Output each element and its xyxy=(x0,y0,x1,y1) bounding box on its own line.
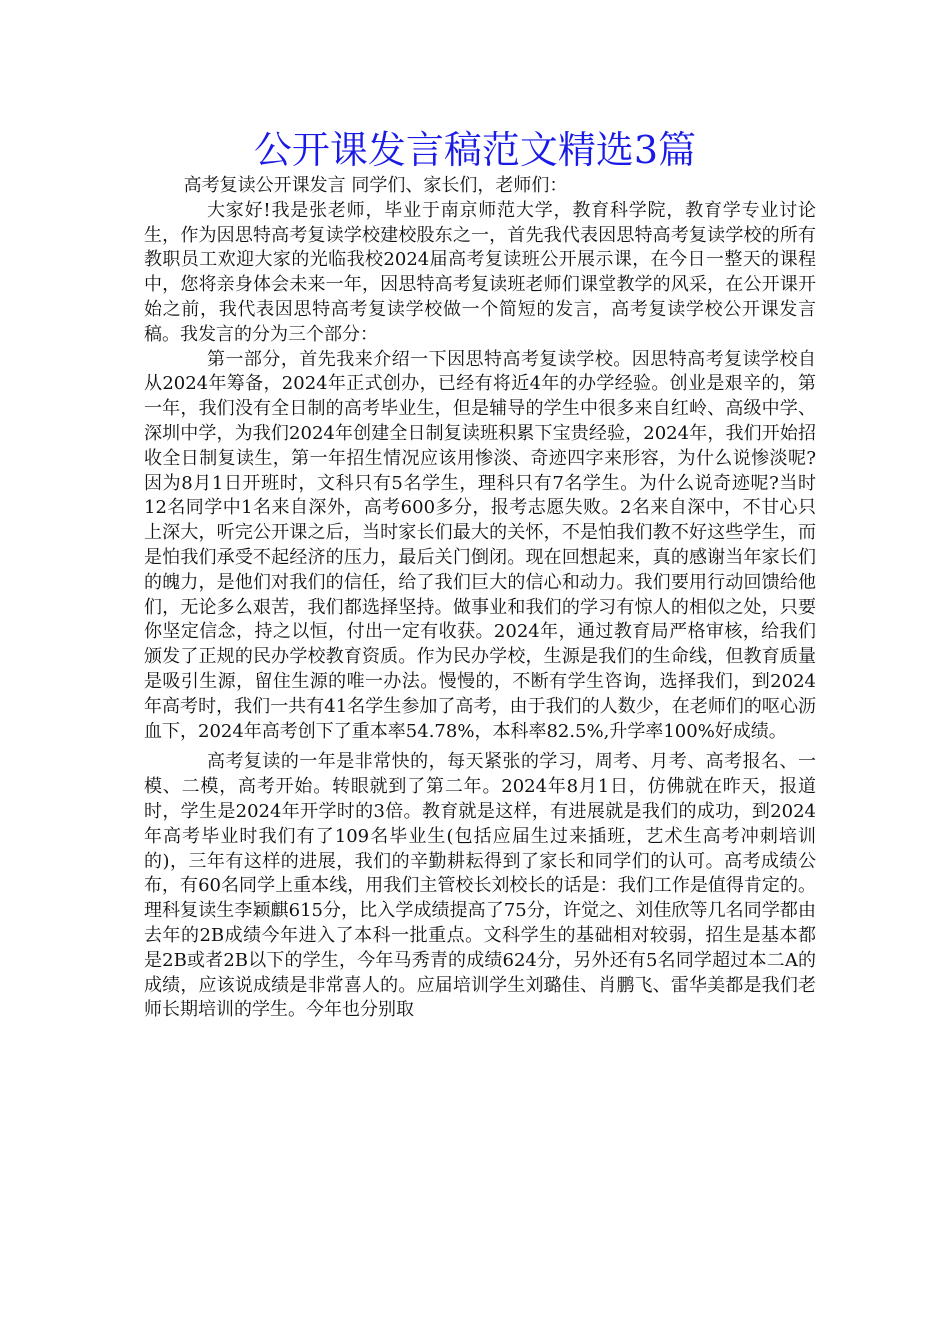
paragraph-second-year: 高考复读的一年是非常快的，每天紧张的学习，周考、月考、高考报名、一模、二模，高考开始。转眼就到了第二年。2024年8月1日，仿佛就在昨天，报道时，学生是2024年开学时的3倍。教育就是这样，有进展就是我们的成功，到2024年高考毕业时我们有了109名毕业生(包括应届生过来插班，艺术生高考冲刺培训的)，三年有这样的进展，我们的辛勤耕耘得到了家长和同学们的认可。高考成绩公布，有60名同学上重本线，用我们主管校长刘校长的话是：我们工作是值得肯定的。理科复读生李颖麒615分，比入学成绩提高了75分，许觉之、刘佳欣等几名同学都由去年的2B成绩今年进入了本科一批重点。文科学生的基础相对较弱，招生是基本都是2B或者2B以下的学生，今年马秀青的成绩624分，另外还有5名同学超过本二A的成绩，应该说成绩是非常喜人的。应届培训学生刘璐佳、肖鹏飞、雷华美都是我们老师长期培训的学生。今年也分别取 xyxy=(144,751,816,1021)
paragraph-opening: 高考复读公开课发言 同学们、家长们，老师们： xyxy=(183,175,568,196)
document-title: 公开课发言稿范文精选3篇 xyxy=(253,128,697,172)
document-body xyxy=(144,174,816,1023)
paragraph-part-one: 第一部分，首先我来介绍一下因思特高考复读学校。因思特高考复读学校自从2024年筹备，2024年正式创办，已经有将近4年的办学经验。创业是艰辛的，第一年，我们没有全日制的高考毕业生，但是辅导的学生中很多来自红岭、高级中学、深圳中学，为我们2024年创建全日制复读班积累下宝贵经验，2024年，我们开始招收全日制复读生，第一年招生情况应该用惨淡、奇迹四字来形容，为什么说惨淡呢?因为8月1日开班时，文科只有5名学生，理科只有7名学生。为什么说奇迹呢?当时12名同学中1名来自深外，高考600多分，报考志愿失败。2名来自深中，不甘心只上深大，听完公开课之后，当时家长们最大的关怀，不是怕我们教不好这些学生，而是怕我们承受不起经济的压力，最后关门倒闭。现在回想起来，真的感谢当年家长们的魄力，是他们对我们的信任，给了我们巨大的信心和动力。我们要用行动回馈给他们，无论多么艰苦，我们都选择坚持。做事业和我们的学习有惊人的相似之处，只要你坚定信念，持之以恒，付出一定有收获。2024年，通过教育局严格审核，给我们颁发了正规的民办学校教育资质。作为民办学校，生源是我们的生命线，但教育质量是吸引生源，留住生源的唯一办法。慢慢的，不断有学生咨询，选择我们，到2024年高考时，我们一共有41名学生参加了高考，由于我们的人数少，在老师们的呕心沥血下，2024年高考创下了重本率54.78%，本科率82.5%,升学率100%好成绩。 xyxy=(144,348,816,742)
paragraph-greeting: 大家好!我是张老师，毕业于南京师范大学，教育科学院，教育学专业讨论生，作为因思特高考复读学校建校股东之一，首先我代表因思特高考复读学校的所有教职员工欢迎大家的光临我校2024届高考复读班公开展示课，在今日一整天的课程中，您将亲身体会未来一年，因思特高考复读班老师们课堂教学的风采，在公开课开始之前，我代表因思特高考复读学校做一个简短的发言，高考复读学校公开课发言稿。我发言的分为三个部分： xyxy=(144,199,816,345)
